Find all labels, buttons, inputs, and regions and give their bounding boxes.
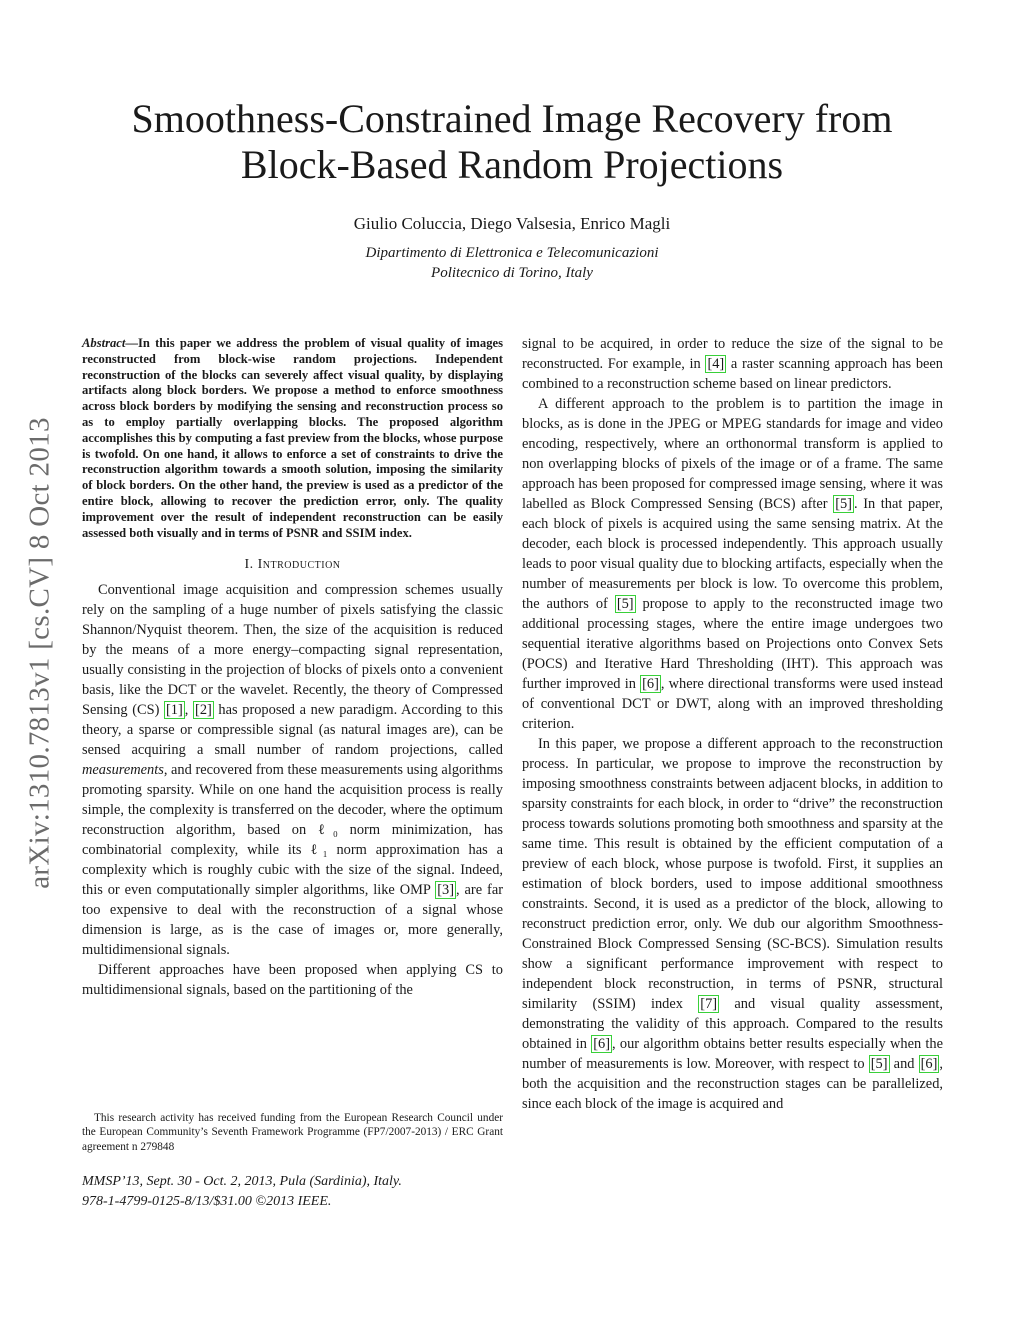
title-line-1: Smoothness-Constrained Image Recovery from: [131, 96, 893, 141]
arxiv-id-text: arXiv:1310.7813v1 [cs.CV] 8 Oct 2013: [23, 417, 56, 889]
paragraph-text: and visual quality assessment, demonstrating the validity of this approach. Compared to the results obtained in: [522, 996, 944, 1052]
paragraph-text: , and recovered from these measurements using algorithms promoting sparsity. While on one hand the acquisition process is really simple, the complexity is transferred on the decoder, where the optimum reconstruction algorithm, based on ℓ₀ norm minimization, has combinatorial complexity, while its ℓ₁ norm approximation has a complexity which is roughly cubic with the size of the signal. Indeed, this or even computationally simpler algorithms, like OMP: [82, 762, 503, 899]
paragraph-text: propose to apply to the reconstructed image two additional processing stages, where the entire image undergoes two sequential iterative algorithms based on Projections onto Convex Sets (POCS) and Iterative Hard Thresholding (IHT). This approach was further improved in: [522, 596, 943, 692]
citation-link[interactable]: [3]: [437, 882, 455, 899]
section-title: Introduction: [257, 557, 341, 573]
footnote-text: This research activity has received funding from the European Research Council under the European Community’s Seventh Framework Programme (FP7/2007-2013) / ERC Grant agreement n 279848: [82, 1112, 503, 1153]
conference-info: [82, 1172, 503, 1212]
conference-line-1: MMSP’13, Sept. 30 - Oct. 2, 2013, Pula (Sardinia), Italy.: [82, 1174, 402, 1189]
paragraph-text: In this paper, we propose a different approach to the reconstruction process. In particular, we propose to improve the reconstruction by imposing smoothness constraints between adjacent blocks, in addition to sparsity constraints for each block, in order to “drive” the reconstruction process towards solutions promoting both smoothness and sparsity at the same time. This result is obtained by the efficient computation of a preview of each block, whose purpose is twofold. First, it supplies an estimation of block borders, used to impose additional smoothness constraints. Second, it is used as a predictor of the block, allowing to reconstruct prediction error, only. We dub our algorithm Smoothness-Constrained Block Compressed Sensing (SC-BCS). Simulation results show a significant performance improvement with respect to independent block reconstruction, in terms of PSNR, structural similarity (SSIM) index: [522, 736, 943, 1012]
paragraph-text: , both the acquisition and the reconstruction stages can be parallelized, since each block of the image is acquired and: [522, 1056, 943, 1112]
paragraph-text: Conventional image acquisition and compression schemes usually rely on the sampling of a huge number of pixels satisfying the classic Shannon/Nyquist theorem. Then, the size of the acquisition is reduced by the means of a more energy–compacting signal representation, usually consisting in the projection of blocks of pixels onto a convenient basis, like the DCT or the wavelet. Recently, the theory of Compressed Sensing (CS): [82, 582, 503, 719]
emphasized-term: measurements: [82, 762, 164, 779]
citation-link[interactable]: [1]: [166, 702, 183, 719]
section-heading: [82, 556, 503, 574]
right-paragraph-3: [522, 734, 943, 1114]
paragraph-text: signal to be acquired, in order to reduce the size of the signal to be reconstructed. For example, in: [522, 336, 943, 372]
intro-paragraph-1: [82, 580, 503, 960]
section-number: I.: [244, 557, 254, 573]
arxiv-identifier-stamp: [20, 374, 60, 932]
paragraph-text: and: [889, 1056, 919, 1072]
conference-line-2: 978-1-4799-0125-8/13/$31.00 ©2013 IEEE.: [82, 1194, 332, 1209]
citation-link[interactable]: [4]: [707, 356, 725, 372]
paragraph-text: has proposed a new paradigm. According to this theory, a sparse or compressible signal (as natural images are), can be sensed acquiring a small number of random projections, called: [82, 702, 503, 759]
citation-link[interactable]: [6]: [593, 1036, 611, 1052]
paragraph-text: ,: [184, 702, 194, 719]
right-paragraph-2: [522, 394, 943, 734]
paragraph-text: a raster scanning approach has been combined to a reconstruction scheme based on linear predictors.: [522, 356, 943, 392]
citation-link[interactable]: [7]: [700, 996, 718, 1012]
paragraph-text: , our algorithm obtains better results especially when the number of measurements is low. Moreover, with respect to: [522, 1036, 943, 1072]
citation-link[interactable]: [6]: [642, 676, 659, 692]
affiliation-institution: Politecnico di Torino, Italy: [431, 265, 593, 281]
paragraph-text: , are far too expensive to deal with the reconstruction of a signal whose dimension is large, as is the case of images or, more generally, multidimensional signals.: [82, 882, 503, 959]
left-column: [82, 336, 503, 1000]
abstract-text: —In this paper we address the problem of visual quality of images reconstructed from block-wise random projections. Independent reconstruction of the blocks can severely affect visual quality, by displaying artifacts along block borders. We propose a method to enforce smoothness across block borders by modifying the sensing and reconstruction process so as to employ partially overlapping blocks. The proposed algorithm accomplishes this by computing a fast preview from the blocks, whose purpose is twofold. On one hand, it allows to enforce a set of constraints to drive the reconstruction algorithm towards a smooth solution, imposing the similarity of block borders. On the other hand, the preview is used as a predictor of the entire block, allowing to recover the prediction error, only. The quality improvement over the result of independent reconstruction can be easily assessed both visually and in terms of PSNR and SSIM index.: [82, 336, 503, 540]
paper-title: [100, 96, 924, 188]
citation-link[interactable]: [6]: [920, 1056, 938, 1072]
abstract: [82, 336, 503, 541]
citation-link[interactable]: [2]: [195, 702, 212, 719]
author-list: Giulio Coluccia, Diego Valsesia, Enrico Magli: [353, 214, 671, 233]
citation-link[interactable]: [5]: [835, 496, 852, 512]
paragraph-text: . In that paper, each block of pixels is acquired using the same sensing matrix. At the decoder, each block is processed independently. This approach usually leads to poor visual quality due to blocking artifacts, especially when the number of measurements per block is low. To overcome this problem, the authors of: [522, 496, 943, 612]
title-line-2: Block-Based Random Projections: [240, 142, 784, 187]
right-paragraph-1: [522, 334, 943, 394]
affiliation-department: Dipartimento di Elettronica e Telecomunicazioni: [365, 245, 659, 261]
right-column: [522, 334, 943, 1114]
citation-link[interactable]: [5]: [870, 1056, 888, 1072]
paragraph-text: , where directional transforms were used instead of conventional DCT or DWT, along with an improved thresholding criterion.: [522, 676, 943, 732]
intro-paragraph-2: Different approaches have been proposed when applying CS to multidimensional signals, based on the partitioning of the: [82, 962, 503, 999]
paragraph-text: A different approach to the problem is to partition the image in blocks, as is done in the JPEG or MPEG standards for image and video encoding, respectively, where an orthonormal transform is applied to non overlapping blocks of pixels of the image or of a frame. The same approach has been proposed for compressed image sensing, where it was labelled as Block Compressed Sensing (BCS) after: [522, 396, 943, 512]
citation-link[interactable]: [5]: [616, 596, 634, 612]
abstract-label: Abstract: [82, 336, 126, 350]
funding-footnote: [82, 1111, 503, 1154]
